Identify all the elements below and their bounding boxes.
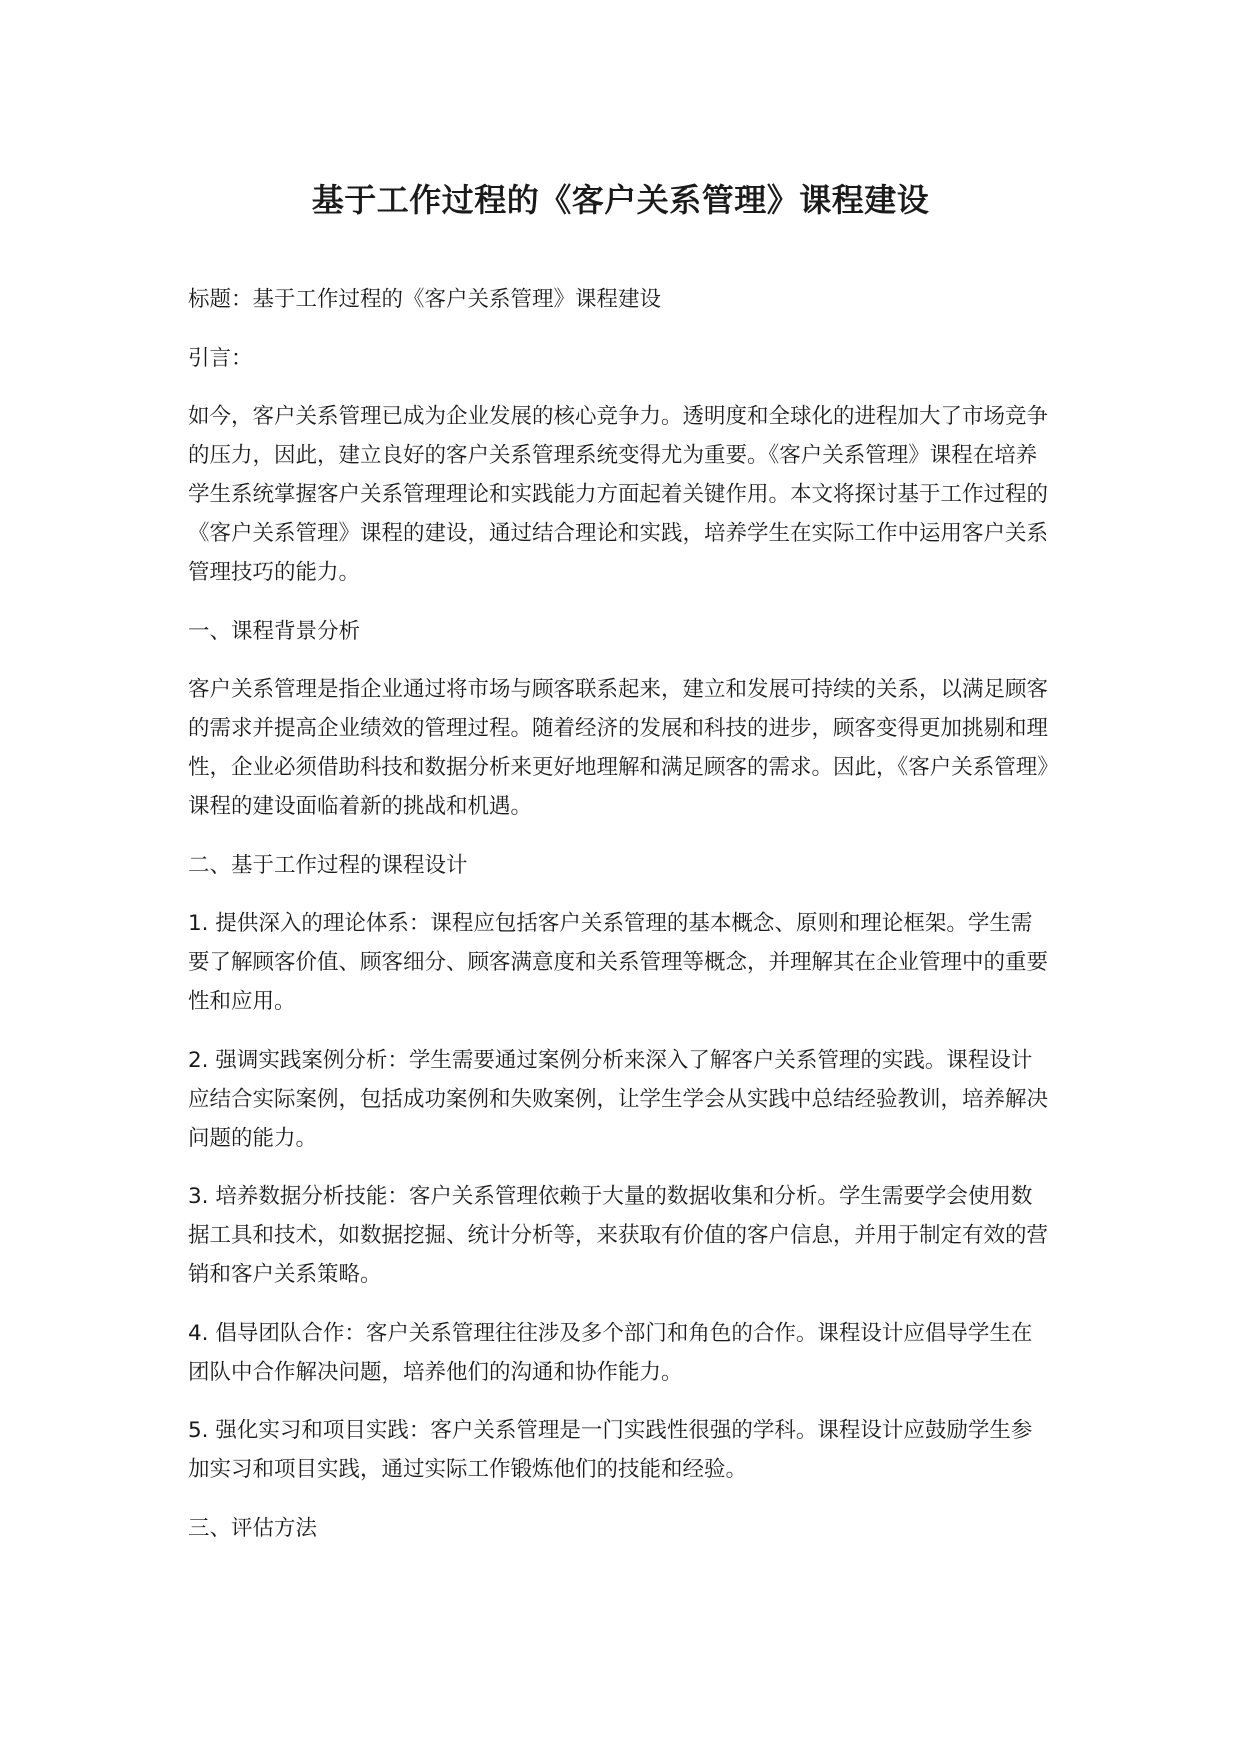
document-body [188,280,1053,1567]
paragraph-title-line: 标题：基于工作过程的《客户关系管理》课程建设 [188,287,662,312]
document-title: 基于工作过程的《客户关系管理》课程建设 [311,181,930,219]
list-item-3: 3. 培养数据分析技能：客户关系管理依赖于大量的数据收集和分析。学生需要学会使用数据工具和技术，如数据挖掘、统计分析等，来获取有价值的客户信息，并用于制定有效的营销和客户关系策略。 [188,1184,1049,1287]
list-item-1: 1. 提供深入的理论体系：课程应包括客户关系管理的基本概念、原则和理论框架。学生需要了解顾客价值、顾客细分、顾客满意度和关系管理等概念，并理解其在企业管理中的重要性和应用。 [188,911,1049,1014]
paragraph-background: 客户关系管理是指企业通过将市场与顾客联系起来，建立和发展可持续的关系，以满足顾客的需求并提高企业绩效的管理过程。随着经济的发展和科技的进步，顾客变得更加挑剔和理性，企业必须借助科技和数据分析来更好地理解和满足顾客的需求。因此，《客户关系管理》课程的建设面临着新的挑战和机遇。 [188,677,1049,819]
list-item-2: 2. 强调实践案例分析：学生需要通过案例分析来深入了解客户关系管理的实践。课程设计应结合实际案例，包括成功案例和失败案例，让学生学会从实践中总结经验教训，培养解决问题的能力。 [188,1047,1049,1151]
paragraph-intro-heading: 引言： [188,345,253,371]
section-heading-2: 二、基于工作过程的课程设计 [188,852,468,878]
list-item-5: 5. 强化实习和项目实践：客户关系管理是一门实践性很强的学科。课程设计应鼓励学生参加实习和项目实践，通过实际工作锻炼他们的技能和经验。 [188,1418,1033,1482]
section-heading-1: 一、课程背景分析 [188,618,361,644]
list-item-4: 4. 倡导团队合作：客户关系管理往往涉及多个部门和角色的合作。课程设计应倡导学生在团队中合作解决问题，培养他们的沟通和协作能力。 [188,1320,1033,1385]
paragraph-intro: 如今，客户关系管理已成为企业发展的核心竞争力。透明度和全球化的进程加大了市场竞争的压力，因此，建立良好的客户关系管理系统变得尤为重要。《客户关系管理》课程在培养学生系统掌握客户关系管理理论和实践能力方面起着关键作用。本文将探讨基于工作过程的《客户关系管理》课程的建设，通过结合理论和实践，培养学生在实际工作中运用客户关系管理技巧的能力。 [188,404,1049,585]
section-heading-3: 三、评估方法 [188,1515,318,1541]
